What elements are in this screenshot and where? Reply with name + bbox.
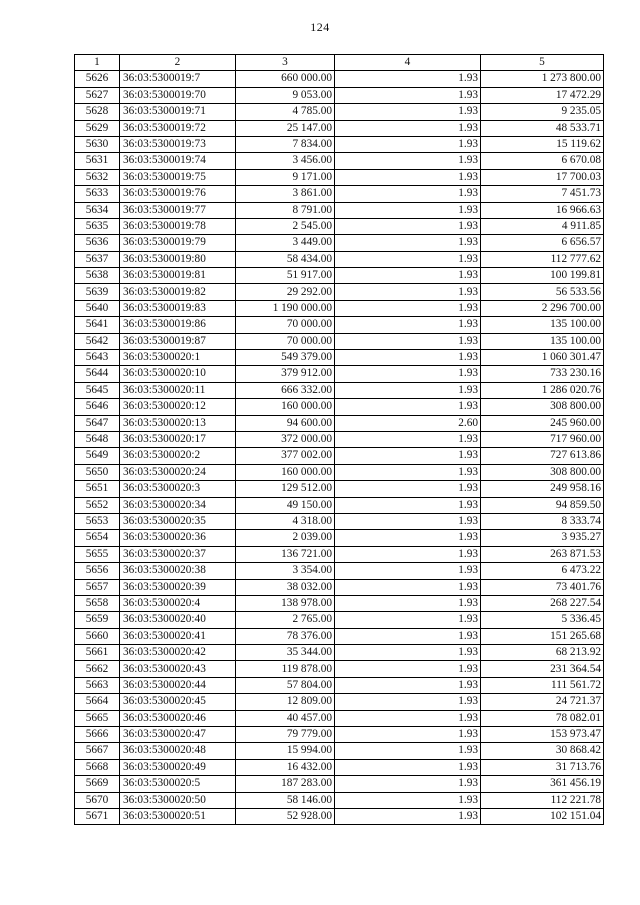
cadastral-number: 36:03:5300019:7	[120, 71, 236, 87]
area-value: 35 344.00	[236, 645, 335, 661]
area-value: 187 283.00	[236, 776, 335, 792]
total-value: 6 670.08	[481, 153, 604, 169]
area-value: 16 432.00	[236, 759, 335, 775]
cadastral-number: 36:03:5300020:49	[120, 759, 236, 775]
row-number: 5659	[75, 612, 120, 628]
area-value: 29 292.00	[236, 284, 335, 300]
total-value: 30 868.42	[481, 743, 604, 759]
row-number: 5655	[75, 546, 120, 562]
rate-value: 1.93	[335, 464, 481, 480]
total-value: 100 199.81	[481, 268, 604, 284]
header-col-2: 2	[120, 55, 236, 71]
table-body	[75, 71, 604, 825]
table-row	[75, 710, 604, 726]
area-value: 377 002.00	[236, 448, 335, 464]
rate-value: 1.93	[335, 710, 481, 726]
rate-value: 1.93	[335, 694, 481, 710]
rate-value: 1.93	[335, 612, 481, 628]
area-value: 51 917.00	[236, 268, 335, 284]
row-number: 5651	[75, 481, 120, 497]
area-value: 160 000.00	[236, 464, 335, 480]
total-value: 48 533.71	[481, 120, 604, 136]
rate-value: 1.93	[335, 743, 481, 759]
cadastral-number: 36:03:5300020:45	[120, 694, 236, 710]
total-value: 8 333.74	[481, 513, 604, 529]
cadastral-number: 36:03:5300020:36	[120, 530, 236, 546]
cadastral-number: 36:03:5300019:74	[120, 153, 236, 169]
table-row	[75, 333, 604, 349]
rate-value: 1.93	[335, 677, 481, 693]
total-value: 15 119.62	[481, 136, 604, 152]
total-value: 1 286 020.76	[481, 382, 604, 398]
header-col-5: 5	[481, 55, 604, 71]
row-number: 5661	[75, 645, 120, 661]
table-row	[75, 677, 604, 693]
rate-value: 1.93	[335, 579, 481, 595]
total-value: 73 401.76	[481, 579, 604, 595]
area-value: 94 600.00	[236, 415, 335, 431]
row-number: 5658	[75, 595, 120, 611]
total-value: 308 800.00	[481, 399, 604, 415]
area-value: 9 171.00	[236, 169, 335, 185]
cadastral-number: 36:03:5300020:44	[120, 677, 236, 693]
row-number: 5668	[75, 759, 120, 775]
row-number: 5631	[75, 153, 120, 169]
table-row	[75, 464, 604, 480]
table-row	[75, 776, 604, 792]
total-value: 17 700.03	[481, 169, 604, 185]
area-value: 3 354.00	[236, 563, 335, 579]
row-number: 5627	[75, 87, 120, 103]
table-row	[75, 448, 604, 464]
rate-value: 1.93	[335, 563, 481, 579]
rate-value: 1.93	[335, 759, 481, 775]
table-row	[75, 579, 604, 595]
row-number: 5657	[75, 579, 120, 595]
total-value: 16 966.63	[481, 202, 604, 218]
rate-value: 1.93	[335, 727, 481, 743]
total-value: 249 958.16	[481, 481, 604, 497]
table-header-row	[75, 55, 604, 71]
table-row	[75, 497, 604, 513]
table-row	[75, 268, 604, 284]
total-value: 5 336.45	[481, 612, 604, 628]
total-value: 3 935.27	[481, 530, 604, 546]
area-value: 119 878.00	[236, 661, 335, 677]
total-value: 268 227.54	[481, 595, 604, 611]
area-value: 372 000.00	[236, 431, 335, 447]
area-value: 70 000.00	[236, 317, 335, 333]
cadastral-number: 36:03:5300019:82	[120, 284, 236, 300]
table-row	[75, 382, 604, 398]
total-value: 112 221.78	[481, 792, 604, 808]
table-row	[75, 563, 604, 579]
rate-value: 2.60	[335, 415, 481, 431]
area-value: 8 791.00	[236, 202, 335, 218]
row-number: 5641	[75, 317, 120, 333]
rate-value: 1.93	[335, 169, 481, 185]
area-value: 38 032.00	[236, 579, 335, 595]
area-value: 9 053.00	[236, 87, 335, 103]
rate-value: 1.93	[335, 448, 481, 464]
cadastral-number: 36:03:5300019:80	[120, 251, 236, 267]
cadastral-number: 36:03:5300019:70	[120, 87, 236, 103]
cadastral-number: 36:03:5300020:40	[120, 612, 236, 628]
row-number: 5632	[75, 169, 120, 185]
total-value: 31 713.76	[481, 759, 604, 775]
total-value: 263 871.53	[481, 546, 604, 562]
area-value: 160 000.00	[236, 399, 335, 415]
area-value: 40 457.00	[236, 710, 335, 726]
cadastral-number: 36:03:5300019:79	[120, 235, 236, 251]
table-row	[75, 792, 604, 808]
total-value: 153 973.47	[481, 727, 604, 743]
rate-value: 1.93	[335, 628, 481, 644]
rate-value: 1.93	[335, 530, 481, 546]
total-value: 68 213.92	[481, 645, 604, 661]
table-row	[75, 300, 604, 316]
cadastral-number: 36:03:5300019:72	[120, 120, 236, 136]
total-value: 727 613.86	[481, 448, 604, 464]
row-number: 5653	[75, 513, 120, 529]
table-row	[75, 808, 604, 824]
total-value: 2 296 700.00	[481, 300, 604, 316]
table-row	[75, 202, 604, 218]
total-value: 733 230.16	[481, 366, 604, 382]
table-row	[75, 595, 604, 611]
table-row	[75, 366, 604, 382]
total-value: 717 960.00	[481, 431, 604, 447]
cadastral-number: 36:03:5300019:73	[120, 136, 236, 152]
area-value: 2 039.00	[236, 530, 335, 546]
row-number: 5670	[75, 792, 120, 808]
rate-value: 1.93	[335, 120, 481, 136]
cadastral-number: 36:03:5300020:10	[120, 366, 236, 382]
cadastral-number: 36:03:5300019:81	[120, 268, 236, 284]
rate-value: 1.93	[335, 808, 481, 824]
rate-value: 1.93	[335, 645, 481, 661]
area-value: 58 434.00	[236, 251, 335, 267]
table-row	[75, 71, 604, 87]
row-number: 5656	[75, 563, 120, 579]
cadastral-number: 36:03:5300020:2	[120, 448, 236, 464]
header-col-4: 4	[335, 55, 481, 71]
table-row	[75, 186, 604, 202]
row-number: 5644	[75, 366, 120, 382]
table-row	[75, 317, 604, 333]
cadastral-number: 36:03:5300019:77	[120, 202, 236, 218]
total-value: 6 473.22	[481, 563, 604, 579]
cadastral-number: 36:03:5300020:48	[120, 743, 236, 759]
area-value: 136 721.00	[236, 546, 335, 562]
total-value: 245 960.00	[481, 415, 604, 431]
row-number: 5669	[75, 776, 120, 792]
cadastral-number: 36:03:5300020:41	[120, 628, 236, 644]
rate-value: 1.93	[335, 153, 481, 169]
total-value: 56 533.56	[481, 284, 604, 300]
area-value: 2 545.00	[236, 218, 335, 234]
area-value: 12 809.00	[236, 694, 335, 710]
cadastral-number: 36:03:5300020:34	[120, 497, 236, 513]
row-number: 5638	[75, 268, 120, 284]
cadastral-number: 36:03:5300020:51	[120, 808, 236, 824]
total-value: 135 100.00	[481, 317, 604, 333]
total-value: 102 151.04	[481, 808, 604, 824]
total-value: 17 472.29	[481, 87, 604, 103]
cadastral-number: 36:03:5300019:87	[120, 333, 236, 349]
total-value: 135 100.00	[481, 333, 604, 349]
rate-value: 1.93	[335, 431, 481, 447]
area-value: 25 147.00	[236, 120, 335, 136]
rate-value: 1.93	[335, 399, 481, 415]
total-value: 361 456.19	[481, 776, 604, 792]
rate-value: 1.93	[335, 595, 481, 611]
row-number: 5667	[75, 743, 120, 759]
cadastral-number: 36:03:5300019:83	[120, 300, 236, 316]
cadastral-number: 36:03:5300020:5	[120, 776, 236, 792]
table-row	[75, 694, 604, 710]
row-number: 5636	[75, 235, 120, 251]
area-value: 49 150.00	[236, 497, 335, 513]
row-number: 5650	[75, 464, 120, 480]
rate-value: 1.93	[335, 661, 481, 677]
table-row	[75, 415, 604, 431]
area-value: 7 834.00	[236, 136, 335, 152]
rate-value: 1.93	[335, 513, 481, 529]
cadastral-number: 36:03:5300020:12	[120, 399, 236, 415]
row-number: 5637	[75, 251, 120, 267]
area-value: 129 512.00	[236, 481, 335, 497]
total-value: 9 235.05	[481, 104, 604, 120]
area-value: 3 861.00	[236, 186, 335, 202]
area-value: 1 190 000.00	[236, 300, 335, 316]
cadastral-number: 36:03:5300019:75	[120, 169, 236, 185]
table-row	[75, 120, 604, 136]
total-value: 151 265.68	[481, 628, 604, 644]
cadastral-number: 36:03:5300020:3	[120, 481, 236, 497]
table-row	[75, 743, 604, 759]
row-number: 5639	[75, 284, 120, 300]
area-value: 4 318.00	[236, 513, 335, 529]
table-row	[75, 530, 604, 546]
row-number: 5626	[75, 71, 120, 87]
row-number: 5645	[75, 382, 120, 398]
table-row	[75, 350, 604, 366]
rate-value: 1.93	[335, 186, 481, 202]
rate-value: 1.93	[335, 71, 481, 87]
rate-value: 1.93	[335, 382, 481, 398]
rate-value: 1.93	[335, 218, 481, 234]
cadastral-number: 36:03:5300019:76	[120, 186, 236, 202]
rate-value: 1.93	[335, 235, 481, 251]
table-row	[75, 759, 604, 775]
total-value: 308 800.00	[481, 464, 604, 480]
cadastral-number: 36:03:5300020:38	[120, 563, 236, 579]
cadastral-number: 36:03:5300020:1	[120, 350, 236, 366]
rate-value: 1.93	[335, 136, 481, 152]
rate-value: 1.93	[335, 481, 481, 497]
rate-value: 1.93	[335, 284, 481, 300]
row-number: 5664	[75, 694, 120, 710]
table-row	[75, 399, 604, 415]
table-row	[75, 87, 604, 103]
area-value: 2 765.00	[236, 612, 335, 628]
area-value: 58 146.00	[236, 792, 335, 808]
cadastral-number: 36:03:5300020:35	[120, 513, 236, 529]
total-value: 111 561.72	[481, 677, 604, 693]
cadastral-number: 36:03:5300020:46	[120, 710, 236, 726]
cadastral-number: 36:03:5300020:17	[120, 431, 236, 447]
row-number: 5630	[75, 136, 120, 152]
area-value: 78 376.00	[236, 628, 335, 644]
cadastral-number: 36:03:5300020:4	[120, 595, 236, 611]
total-value: 1 060 301.47	[481, 350, 604, 366]
area-value: 138 978.00	[236, 595, 335, 611]
rate-value: 1.93	[335, 202, 481, 218]
row-number: 5640	[75, 300, 120, 316]
table-row	[75, 136, 604, 152]
row-number: 5663	[75, 677, 120, 693]
row-number: 5671	[75, 808, 120, 824]
row-number: 5648	[75, 431, 120, 447]
cadastral-number: 36:03:5300019:78	[120, 218, 236, 234]
row-number: 5662	[75, 661, 120, 677]
row-number: 5642	[75, 333, 120, 349]
area-value: 79 779.00	[236, 727, 335, 743]
area-value: 3 456.00	[236, 153, 335, 169]
row-number: 5660	[75, 628, 120, 644]
total-value: 6 656.57	[481, 235, 604, 251]
header-col-1: 1	[75, 55, 120, 71]
area-value: 4 785.00	[236, 104, 335, 120]
area-value: 70 000.00	[236, 333, 335, 349]
header-col-3: 3	[236, 55, 335, 71]
row-number: 5652	[75, 497, 120, 513]
table-row	[75, 431, 604, 447]
table-row	[75, 169, 604, 185]
cadastral-number: 36:03:5300020:13	[120, 415, 236, 431]
row-number: 5649	[75, 448, 120, 464]
page-number: 124	[310, 20, 330, 34]
rate-value: 1.93	[335, 251, 481, 267]
area-value: 660 000.00	[236, 71, 335, 87]
total-value: 94 859.50	[481, 497, 604, 513]
table-row	[75, 727, 604, 743]
cadastral-number: 36:03:5300020:47	[120, 727, 236, 743]
table-row	[75, 153, 604, 169]
area-value: 379 912.00	[236, 366, 335, 382]
row-number: 5629	[75, 120, 120, 136]
row-number: 5635	[75, 218, 120, 234]
total-value: 24 721.37	[481, 694, 604, 710]
table-row	[75, 661, 604, 677]
total-value: 1 273 800.00	[481, 71, 604, 87]
cadastral-number: 36:03:5300020:43	[120, 661, 236, 677]
table-row	[75, 235, 604, 251]
cadastral-number: 36:03:5300019:86	[120, 317, 236, 333]
row-number: 5666	[75, 727, 120, 743]
row-number: 5654	[75, 530, 120, 546]
total-value: 78 082.01	[481, 710, 604, 726]
row-number: 5634	[75, 202, 120, 218]
table-row	[75, 218, 604, 234]
row-number: 5633	[75, 186, 120, 202]
rate-value: 1.93	[335, 776, 481, 792]
area-value: 57 804.00	[236, 677, 335, 693]
table-row	[75, 284, 604, 300]
rate-value: 1.93	[335, 268, 481, 284]
total-value: 112 777.62	[481, 251, 604, 267]
rate-value: 1.93	[335, 317, 481, 333]
cadastral-number: 36:03:5300020:11	[120, 382, 236, 398]
table-row	[75, 612, 604, 628]
land-value-table	[74, 54, 604, 825]
table-row	[75, 251, 604, 267]
table-row	[75, 645, 604, 661]
cadastral-number: 36:03:5300020:42	[120, 645, 236, 661]
row-number: 5643	[75, 350, 120, 366]
cadastral-number: 36:03:5300020:50	[120, 792, 236, 808]
area-value: 15 994.00	[236, 743, 335, 759]
row-number: 5647	[75, 415, 120, 431]
cadastral-number: 36:03:5300020:37	[120, 546, 236, 562]
rate-value: 1.93	[335, 87, 481, 103]
table-row	[75, 481, 604, 497]
table-row	[75, 513, 604, 529]
total-value: 4 911.85	[481, 218, 604, 234]
row-number: 5646	[75, 399, 120, 415]
row-number: 5628	[75, 104, 120, 120]
table-row	[75, 628, 604, 644]
area-value: 52 928.00	[236, 808, 335, 824]
rate-value: 1.93	[335, 497, 481, 513]
table-row	[75, 546, 604, 562]
rate-value: 1.93	[335, 792, 481, 808]
rate-value: 1.93	[335, 366, 481, 382]
rate-value: 1.93	[335, 333, 481, 349]
total-value: 7 451.73	[481, 186, 604, 202]
area-value: 549 379.00	[236, 350, 335, 366]
cadastral-number: 36:03:5300019:71	[120, 104, 236, 120]
total-value: 231 364.54	[481, 661, 604, 677]
area-value: 666 332.00	[236, 382, 335, 398]
rate-value: 1.93	[335, 104, 481, 120]
row-number: 5665	[75, 710, 120, 726]
rate-value: 1.93	[335, 300, 481, 316]
rate-value: 1.93	[335, 546, 481, 562]
table-row	[75, 104, 604, 120]
area-value: 3 449.00	[236, 235, 335, 251]
rate-value: 1.93	[335, 350, 481, 366]
cadastral-number: 36:03:5300020:39	[120, 579, 236, 595]
cadastral-number: 36:03:5300020:24	[120, 464, 236, 480]
